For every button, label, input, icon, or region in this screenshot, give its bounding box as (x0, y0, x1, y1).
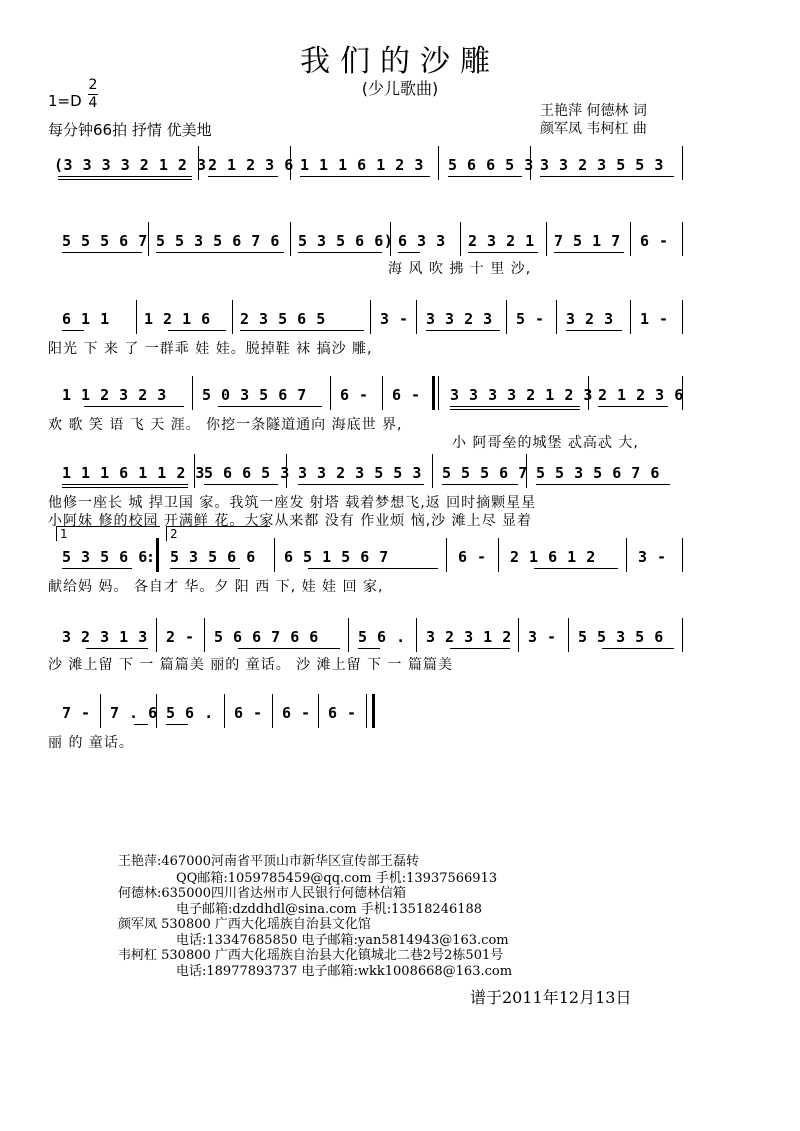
beam (554, 252, 624, 253)
contact-line-4: 电子邮箱:dzddhdl@sina.com 手机:13518246188 (176, 902, 483, 917)
measure: 6 - (234, 704, 263, 722)
beam (450, 406, 580, 407)
barline (460, 222, 461, 256)
contact-line-1: 王艳萍:467000河南省平顶山市新华区宣传部王磊转 (118, 854, 420, 869)
measure: 2 1 2 3 6 (598, 386, 684, 404)
staff-row-1 (48, 156, 682, 206)
barline (198, 146, 199, 180)
beam (426, 330, 500, 331)
measure: 3 3 3 3 2 1 2 3 (450, 386, 593, 404)
barline (136, 300, 137, 334)
barline (682, 222, 683, 256)
barline (682, 538, 683, 572)
beam (62, 252, 142, 253)
final-thick-barline (372, 694, 375, 728)
lyric-row-4a: 欢 歌 笑 语 飞 天 涯。 你挖一条隧道通向 海底世 界, (48, 417, 403, 433)
barline (506, 300, 507, 334)
measure: 6 3 3 (398, 232, 446, 250)
measure: 3 2 3 (566, 310, 614, 328)
measure: 6 5 1 5 6 7 (284, 548, 389, 566)
lyric-row-2: 海 风 吹 拂 十 里 沙, (388, 261, 532, 277)
beam (58, 176, 192, 177)
contact-line-7: 韦柯杠 530800 广西大化瑶族自治县大化镇城北二巷2号2栋501号 (118, 948, 504, 963)
barline (626, 538, 627, 572)
measure: 2 1 2 3 6 (208, 156, 294, 174)
staff-row-2 (48, 232, 682, 282)
barline (348, 618, 349, 652)
measure: 5 5 3 5 6 7 6 (156, 232, 280, 250)
beam (58, 179, 192, 180)
measure: 5 6 6 5 3 (448, 156, 534, 174)
measure: 1 2 1 6 (144, 310, 211, 328)
beam (62, 568, 132, 569)
beam (168, 330, 226, 331)
barline (446, 538, 447, 572)
measure: 6 - (392, 386, 421, 404)
beam (62, 487, 188, 488)
barline (416, 618, 417, 652)
beam (134, 724, 148, 725)
measure: 5 5 5 6 7 (442, 464, 528, 482)
measure: 5 0 3 5 6 7 (202, 386, 307, 404)
repeat-end-dots: : (146, 548, 156, 566)
barline (272, 694, 273, 728)
barline (274, 538, 275, 572)
second-ending-bracket: 2 (166, 526, 270, 541)
measure: 5 5 3 5 6 (578, 628, 664, 646)
barline (286, 454, 287, 488)
barline (224, 694, 225, 728)
measure: 5 6 . (358, 628, 406, 646)
beam (450, 409, 580, 410)
contact-line-6: 电话:13347685850 电子邮箱:yan5814943@163.com (176, 933, 509, 948)
measure: 6 1 1 (62, 310, 110, 328)
barline (290, 146, 291, 180)
measure: 2 3 2 1 (468, 232, 535, 250)
barline (232, 300, 233, 334)
beam (166, 724, 188, 725)
barline (518, 618, 519, 652)
contact-line-2: QQ邮箱:1059785459@qq.com 手机:13937566913 (176, 871, 498, 886)
measure: 6 - (640, 232, 669, 250)
barline (156, 618, 157, 652)
beam (308, 568, 438, 569)
measure: 1 1 2 3 2 3 (62, 386, 167, 404)
measure: 1 1 1 6 1 2 3 (300, 156, 424, 174)
barline (682, 376, 683, 410)
beam (170, 568, 240, 569)
thin-barline (438, 376, 439, 410)
measure: 3 3 2 3 (426, 310, 493, 328)
barline (382, 376, 383, 410)
barline (290, 222, 291, 256)
beam (536, 484, 670, 485)
measure: (3 3 3 3 2 1 2 3 (54, 156, 207, 174)
measure: 1 - (640, 310, 669, 328)
barline (630, 300, 631, 334)
staff-row-8 (48, 704, 682, 754)
lyricist-credit: 王艳萍 何德林 词 (540, 103, 647, 119)
barline (318, 694, 319, 728)
measure: 1 1 1 6 1 1 2 3 (62, 464, 205, 482)
barline (204, 618, 205, 652)
beam (598, 406, 668, 407)
measure: 3 2 3 1 2 (426, 628, 512, 646)
song-subtitle: (少儿歌曲) (361, 79, 439, 98)
beam (62, 330, 84, 331)
beam (238, 648, 340, 649)
beam (298, 252, 382, 253)
beam (204, 484, 278, 485)
barline (526, 454, 527, 488)
measure: 2 1 6 1 2 (510, 548, 596, 566)
lyric-row-5a: 他修一座长 城 捍卫国 家。我筑一座发 射塔 载着梦想飞,返 回时摘颗星星 (48, 495, 537, 511)
measure: 6 - (282, 704, 311, 722)
final-thin-barline (366, 694, 367, 728)
beam (84, 406, 184, 407)
barline (156, 694, 157, 728)
measure: 7 - (62, 704, 91, 722)
measure: 5 6 6 5 3 (204, 464, 290, 482)
beam (358, 648, 380, 649)
beam (602, 648, 674, 649)
first-ending-bracket: 1 (56, 526, 160, 541)
barline (192, 376, 193, 410)
thick-barline (432, 376, 435, 410)
barline (682, 618, 683, 652)
measure: 5 6 6 7 6 6 (214, 628, 319, 646)
measure: 5 - (516, 310, 545, 328)
barline (390, 222, 391, 256)
beam (208, 176, 278, 177)
barline (630, 222, 631, 256)
beam (448, 176, 522, 177)
lyric-row-5b: 小阿妹 修的校园 开满鲜 花。大家从来都 没有 作业烦 恼,沙 滩上尽 显着 (48, 513, 533, 529)
beam (298, 484, 424, 485)
measure: 7 5 1 7 (554, 232, 621, 250)
barline (682, 300, 683, 334)
barline (194, 454, 195, 488)
measure: 5 3 5 6 6) (298, 232, 394, 250)
barline (588, 376, 589, 410)
lyric-row-8: 丽 的 童话。 (48, 735, 134, 751)
beam (218, 406, 322, 407)
measure: 5 5 5 6 7 (62, 232, 148, 250)
measure: 5 6 . (166, 704, 214, 722)
beam (398, 252, 420, 253)
barline (682, 146, 683, 180)
beam (62, 484, 188, 485)
barline (148, 222, 149, 256)
beam (300, 176, 430, 177)
tempo-marking: 每分钟66拍 抒情 优美地 (48, 121, 212, 139)
barline (546, 222, 547, 256)
measure: 2 3 5 6 5 (240, 310, 326, 328)
barline (498, 538, 499, 572)
measure: 3 - (528, 628, 557, 646)
contact-line-5: 颜军凤 530800 广西大化瑶族自治县文化馆 (118, 917, 371, 932)
measure: 3 3 2 3 5 5 3 (540, 156, 664, 174)
contact-line-8: 电话:18977893737 电子邮箱:wkk1008668@163.com (176, 964, 513, 979)
measure: 5 3 5 6 6 (170, 548, 256, 566)
measure: 3 3 2 3 5 5 3 (298, 464, 422, 482)
measure: 7 . 6 (110, 704, 158, 722)
beam (534, 568, 618, 569)
lyric-row-3: 阳光 下 来 了 一群乖 娃 娃。脱掉鞋 袜 搞沙 雕, (48, 341, 373, 357)
barline (432, 454, 433, 488)
beam (240, 330, 364, 331)
repeat-end-barline (156, 538, 159, 572)
time-signature (88, 78, 98, 111)
composition-date: 谱于2011年12月13日 (470, 988, 632, 1007)
time-signature-top: 2 (88, 77, 98, 93)
song-title: 我们的沙雕 (300, 44, 500, 79)
barline (330, 376, 331, 410)
barline (100, 694, 101, 728)
beam (468, 252, 538, 253)
contact-line-3: 何德林:635000四川省达州市人民银行何德林信箱 (118, 886, 407, 901)
barline (370, 300, 371, 334)
measure: 2 - (166, 628, 195, 646)
beam (450, 648, 510, 649)
time-signature-bottom: 4 (88, 95, 98, 111)
beam (156, 252, 284, 253)
key-signature: 1=D (48, 92, 82, 110)
beam (86, 648, 148, 649)
lyric-row-4b: 小 阿哥垒的城堡 忒高忒 大, (452, 435, 639, 451)
measure: 6 - (458, 548, 487, 566)
lyric-row-6: 献给妈 妈。 各自才 华。夕 阳 西 下, 娃 娃 回 家, (48, 579, 384, 595)
beam (540, 176, 674, 177)
beam (566, 330, 622, 331)
measure: 6 - (328, 704, 357, 722)
measure: 3 2 3 1 3 (62, 628, 148, 646)
measure: 3 - (380, 310, 409, 328)
measure: 6 - (340, 386, 369, 404)
barline (416, 300, 417, 334)
barline (568, 618, 569, 652)
measure: 5 3 5 6 6 (62, 548, 148, 566)
lyric-row-7: 沙 滩上留 下 一 篇篇美 丽的 童话。 沙 滩上留 下 一 篇篇美 (48, 657, 453, 673)
beam (442, 484, 518, 485)
measure: 3 - (638, 548, 667, 566)
barline (530, 146, 531, 180)
barline (556, 300, 557, 334)
barline (438, 146, 439, 180)
composer-credit: 颜军凤 韦柯杠 曲 (540, 121, 647, 137)
measure: 5 5 3 5 6 7 6 (536, 464, 660, 482)
